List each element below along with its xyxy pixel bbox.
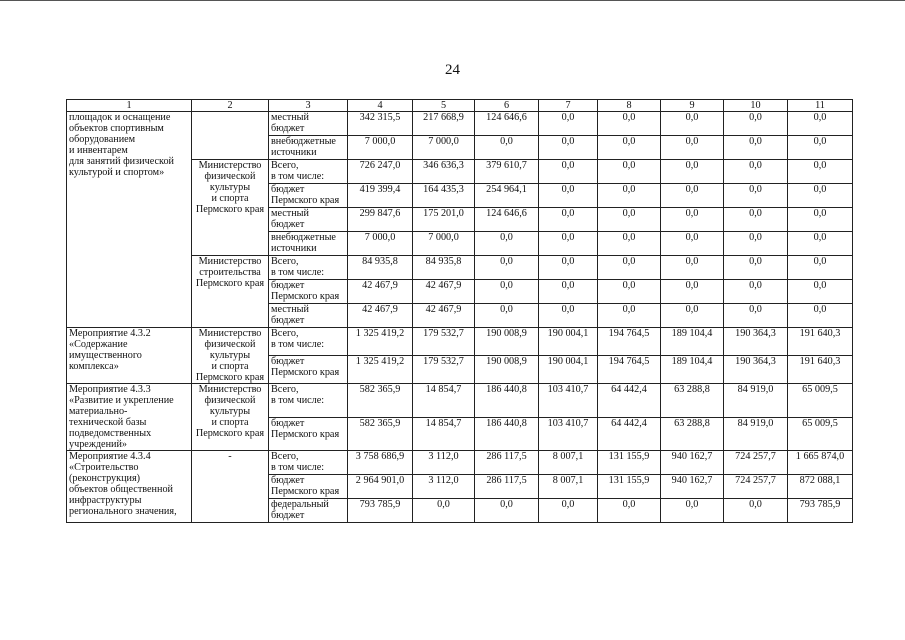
activity-name-cell [67, 384, 192, 451]
amount-cell-col-10: 0,0 [724, 304, 788, 328]
amount-cell-col-6: 186 440,8 [475, 417, 539, 451]
amount-cell-col-6: 0,0 [475, 136, 539, 160]
text-line: физической [204, 171, 256, 182]
text-line: Всего, [271, 160, 299, 171]
amount-cell-col-10: 0,0 [724, 256, 788, 280]
amount-cell-col-5: 7 000,0 [413, 136, 475, 160]
text-line: Пермского края [195, 204, 265, 215]
text-line: «Строительство [69, 462, 139, 473]
text-line: в том числе: [271, 171, 325, 182]
amount-cell-col-10: 0,0 [724, 160, 788, 184]
amount-cell-col-8: 0,0 [598, 232, 661, 256]
amount-cell-col-4: 582 365,9 [348, 384, 413, 418]
amount-cell-col-10: 190 364,3 [724, 328, 788, 356]
text-line: (реконструкция) [69, 473, 141, 484]
amount-cell-col-7: 103 410,7 [539, 384, 598, 418]
text-line: «Содержание [69, 339, 128, 350]
funding-source-cell [269, 184, 348, 208]
text-line: комплекса» [69, 361, 119, 372]
amount-cell-col-10: 724 257,7 [724, 475, 788, 499]
amount-cell-col-8: 131 155,9 [598, 451, 661, 475]
text-line: Всего, [271, 451, 299, 462]
amount-cell-col-8: 0,0 [598, 304, 661, 328]
amount-cell-col-6: 190 008,9 [475, 356, 539, 384]
amount-cell-col-10: 0,0 [724, 208, 788, 232]
text-line: и спорта [211, 361, 249, 372]
text-line: в том числе: [271, 462, 325, 473]
text-line: федеральный [271, 499, 329, 510]
column-header-5: 5 [413, 100, 475, 112]
column-header-10: 10 [724, 100, 788, 112]
text-line: и спорта [211, 417, 249, 428]
text-line: объектов общественной [69, 484, 173, 495]
text-line: Пермского края [195, 372, 265, 383]
executor-cell [192, 328, 269, 384]
text-line: внебюджетные [271, 136, 336, 147]
amount-cell-col-11: 0,0 [788, 136, 853, 160]
amount-cell-col-4: 793 785,9 [348, 499, 413, 523]
amount-cell-col-7: 0,0 [539, 304, 598, 328]
text-line: бюджет [271, 475, 305, 486]
amount-cell-col-9: 940 162,7 [661, 451, 724, 475]
amount-cell-col-9: 63 288,8 [661, 384, 724, 418]
amount-cell-col-11: 65 009,5 [788, 384, 853, 418]
amount-cell-col-9: 0,0 [661, 184, 724, 208]
executor-cell [192, 112, 269, 160]
amount-cell-col-9: 0,0 [661, 256, 724, 280]
column-header-8: 8 [598, 100, 661, 112]
amount-cell-col-8: 0,0 [598, 280, 661, 304]
text-line: площадок и оснащение [69, 112, 171, 123]
amount-cell-col-9: 63 288,8 [661, 417, 724, 451]
amount-cell-col-10: 0,0 [724, 232, 788, 256]
page-number: 24 [445, 62, 460, 78]
table-row [67, 384, 853, 418]
column-header-7: 7 [539, 100, 598, 112]
amount-cell-col-6: 379 610,7 [475, 160, 539, 184]
amount-cell-col-9: 0,0 [661, 232, 724, 256]
amount-cell-col-7: 0,0 [539, 499, 598, 523]
text-line: Всего, [271, 328, 299, 339]
amount-cell-col-5: 3 112,0 [413, 451, 475, 475]
amount-cell-col-6: 124 646,6 [475, 112, 539, 136]
amount-cell-col-6: 190 008,9 [475, 328, 539, 356]
amount-cell-col-4: 299 847,6 [348, 208, 413, 232]
amount-cell-col-10: 84 919,0 [724, 384, 788, 418]
text-line: источники [271, 147, 317, 158]
amount-cell-col-8: 0,0 [598, 136, 661, 160]
amount-cell-col-7: 8 007,1 [539, 475, 598, 499]
funding-source-cell [269, 136, 348, 160]
amount-cell-col-4: 7 000,0 [348, 232, 413, 256]
text-line: объектов спортивным [69, 123, 164, 134]
amount-cell-col-11: 872 088,1 [788, 475, 853, 499]
text-line: культурой и спортом» [69, 167, 165, 178]
amount-cell-col-11: 0,0 [788, 256, 853, 280]
text-line: оборудованием [69, 134, 136, 145]
amount-cell-col-8: 194 764,5 [598, 356, 661, 384]
amount-cell-col-7: 0,0 [539, 232, 598, 256]
text-line: бюджет [271, 219, 305, 230]
amount-cell-col-7: 0,0 [539, 256, 598, 280]
table-row [67, 112, 853, 136]
text-line: бюджет [271, 280, 305, 291]
funding-source-cell [269, 356, 348, 384]
column-header-6: 6 [475, 100, 539, 112]
text-line: местный [271, 112, 309, 123]
amount-cell-col-7: 190 004,1 [539, 328, 598, 356]
amount-cell-col-7: 103 410,7 [539, 417, 598, 451]
text-line: имущественного [69, 350, 142, 361]
amount-cell-col-11: 0,0 [788, 280, 853, 304]
amount-cell-col-4: 582 365,9 [348, 417, 413, 451]
funding-source-cell [269, 328, 348, 356]
text-line: Пермского края [271, 195, 340, 206]
text-line: внебюджетные [271, 232, 336, 243]
budget-table [66, 99, 853, 523]
amount-cell-col-8: 194 764,5 [598, 328, 661, 356]
funding-source-cell [269, 280, 348, 304]
amount-cell-col-5: 3 112,0 [413, 475, 475, 499]
amount-cell-col-5: 179 532,7 [413, 328, 475, 356]
amount-cell-col-11: 191 640,3 [788, 356, 853, 384]
amount-cell-col-9: 0,0 [661, 136, 724, 160]
amount-cell-col-9: 189 104,4 [661, 356, 724, 384]
text-line: бюджет [271, 315, 305, 326]
amount-cell-col-5: 164 435,3 [413, 184, 475, 208]
text-line: Всего, [271, 256, 299, 267]
text-line: бюджет [271, 356, 305, 367]
amount-cell-col-10: 84 919,0 [724, 417, 788, 451]
amount-cell-col-8: 0,0 [598, 499, 661, 523]
amount-cell-col-6: 0,0 [475, 304, 539, 328]
amount-cell-col-6: 0,0 [475, 280, 539, 304]
table-body [67, 112, 853, 523]
amount-cell-col-11: 65 009,5 [788, 417, 853, 451]
amount-cell-col-4: 342 315,5 [348, 112, 413, 136]
text-line: Пермского края [195, 278, 265, 289]
text-line: материально- [69, 406, 128, 417]
table-row [67, 328, 853, 356]
executor-cell [192, 256, 269, 328]
text-line: физической [204, 395, 256, 406]
amount-cell-col-11: 0,0 [788, 112, 853, 136]
text-line: подведомственных [69, 428, 152, 439]
text-line: Всего, [271, 384, 299, 395]
text-line: инфраструктуры [69, 495, 142, 506]
amount-cell-col-11: 0,0 [788, 208, 853, 232]
amount-cell-col-6: 286 117,5 [475, 451, 539, 475]
amount-cell-col-11: 793 785,9 [788, 499, 853, 523]
amount-cell-col-11: 191 640,3 [788, 328, 853, 356]
text-line: Министерство [198, 384, 262, 395]
table-row [67, 451, 853, 475]
text-line: источники [271, 243, 317, 254]
text-line: и инвентарем [69, 145, 128, 156]
text-line: технической базы [69, 417, 147, 428]
amount-cell-col-4: 7 000,0 [348, 136, 413, 160]
amount-cell-col-7: 0,0 [539, 136, 598, 160]
executor-cell [192, 451, 269, 523]
funding-source-cell [269, 451, 348, 475]
amount-cell-col-9: 940 162,7 [661, 475, 724, 499]
amount-cell-col-9: 0,0 [661, 208, 724, 232]
text-line: Министерство [198, 160, 262, 171]
amount-cell-col-8: 0,0 [598, 160, 661, 184]
column-header-9: 9 [661, 100, 724, 112]
amount-cell-col-5: 42 467,9 [413, 304, 475, 328]
text-line: физической [204, 339, 256, 350]
amount-cell-col-8: 0,0 [598, 256, 661, 280]
activity-name-cell [67, 112, 192, 328]
amount-cell-col-10: 190 364,3 [724, 356, 788, 384]
amount-cell-col-6: 254 964,1 [475, 184, 539, 208]
text-line: для занятий физической [69, 156, 175, 167]
amount-cell-col-11: 0,0 [788, 232, 853, 256]
amount-cell-col-9: 189 104,4 [661, 328, 724, 356]
text-line: бюджет [271, 123, 305, 134]
text-line: Пермского края [271, 486, 340, 497]
amount-cell-col-7: 190 004,1 [539, 356, 598, 384]
text-line: бюджет [271, 184, 305, 195]
amount-cell-col-7: 0,0 [539, 160, 598, 184]
funding-source-cell [269, 417, 348, 451]
text-line: строительства [199, 267, 261, 278]
text-line: Мероприятие 4.3.3 [69, 384, 151, 395]
amount-cell-col-5: 0,0 [413, 499, 475, 523]
amount-cell-col-4: 84 935,8 [348, 256, 413, 280]
top-border-line [0, 0, 905, 1]
text-line: учреждений» [69, 439, 128, 450]
text-line: в том числе: [271, 339, 325, 350]
text-line: культуры [209, 182, 251, 193]
text-line: местный [271, 208, 309, 219]
amount-cell-col-4: 1 325 419,2 [348, 356, 413, 384]
text-line: Пермского края [271, 291, 340, 302]
amount-cell-col-7: 0,0 [539, 184, 598, 208]
funding-source-cell [269, 256, 348, 280]
amount-cell-col-8: 64 442,4 [598, 384, 661, 418]
amount-cell-col-4: 42 467,9 [348, 304, 413, 328]
text-line: культуры [209, 406, 251, 417]
amount-cell-col-6: 0,0 [475, 232, 539, 256]
amount-cell-col-10: 0,0 [724, 184, 788, 208]
amount-cell-col-11: 1 665 874,0 [788, 451, 853, 475]
column-header-1: 1 [67, 100, 192, 112]
amount-cell-col-5: 217 668,9 [413, 112, 475, 136]
text-line: - [228, 451, 232, 462]
amount-cell-col-9: 0,0 [661, 280, 724, 304]
amount-cell-col-8: 0,0 [598, 184, 661, 208]
amount-cell-col-5: 7 000,0 [413, 232, 475, 256]
column-header-2: 2 [192, 100, 269, 112]
column-header-11: 11 [788, 100, 853, 112]
amount-cell-col-10: 0,0 [724, 112, 788, 136]
text-line: Пермского края [271, 367, 340, 378]
text-line: в том числе: [271, 395, 325, 406]
amount-cell-col-7: 0,0 [539, 280, 598, 304]
amount-cell-col-7: 8 007,1 [539, 451, 598, 475]
amount-cell-col-11: 0,0 [788, 304, 853, 328]
amount-cell-col-6: 186 440,8 [475, 384, 539, 418]
amount-cell-col-6: 0,0 [475, 256, 539, 280]
amount-cell-col-5: 179 532,7 [413, 356, 475, 384]
amount-cell-col-10: 0,0 [724, 280, 788, 304]
column-header-4: 4 [348, 100, 413, 112]
column-header-3: 3 [269, 100, 348, 112]
amount-cell-col-10: 724 257,7 [724, 451, 788, 475]
amount-cell-col-5: 84 935,8 [413, 256, 475, 280]
amount-cell-col-5: 42 467,9 [413, 280, 475, 304]
amount-cell-col-6: 124 646,6 [475, 208, 539, 232]
amount-cell-col-7: 0,0 [539, 208, 598, 232]
amount-cell-col-8: 0,0 [598, 112, 661, 136]
text-line: Мероприятие 4.3.4 [69, 451, 151, 462]
amount-cell-col-10: 0,0 [724, 136, 788, 160]
text-line: Министерство [198, 328, 262, 339]
amount-cell-col-4: 3 758 686,9 [348, 451, 413, 475]
text-line: регионального значения, [69, 506, 177, 517]
amount-cell-col-8: 64 442,4 [598, 417, 661, 451]
amount-cell-col-5: 14 854,7 [413, 384, 475, 418]
amount-cell-col-4: 419 399,4 [348, 184, 413, 208]
activity-name-cell [67, 451, 192, 523]
funding-source-cell [269, 475, 348, 499]
amount-cell-col-8: 0,0 [598, 208, 661, 232]
amount-cell-col-8: 131 155,9 [598, 475, 661, 499]
text-line: и спорта [211, 193, 249, 204]
executor-cell [192, 384, 269, 451]
amount-cell-col-4: 726 247,0 [348, 160, 413, 184]
text-line: бюджет [271, 417, 305, 429]
text-line: Пермского края [195, 428, 265, 439]
executor-cell [192, 160, 269, 256]
amount-cell-col-9: 0,0 [661, 499, 724, 523]
funding-source-cell [269, 208, 348, 232]
text-line: в том числе: [271, 267, 325, 278]
amount-cell-col-9: 0,0 [661, 304, 724, 328]
funding-source-cell [269, 232, 348, 256]
amount-cell-col-4: 1 325 419,2 [348, 328, 413, 356]
text-line: Министерство [198, 256, 262, 267]
header-row [67, 100, 853, 112]
text-line: «Развитие и укрепление [69, 395, 174, 406]
amount-cell-col-7: 0,0 [539, 112, 598, 136]
amount-cell-col-6: 0,0 [475, 499, 539, 523]
amount-cell-col-5: 175 201,0 [413, 208, 475, 232]
funding-source-cell [269, 160, 348, 184]
funding-source-cell [269, 112, 348, 136]
amount-cell-col-11: 0,0 [788, 160, 853, 184]
amount-cell-col-5: 14 854,7 [413, 417, 475, 451]
amount-cell-col-11: 0,0 [788, 184, 853, 208]
text-line: бюджет [271, 510, 305, 521]
activity-name-cell [67, 328, 192, 384]
text-line: культуры [209, 350, 251, 361]
funding-source-cell [269, 499, 348, 523]
text-line: Пермского края [271, 428, 340, 440]
text-line: местный [271, 304, 309, 315]
amount-cell-col-10: 0,0 [724, 499, 788, 523]
amount-cell-col-5: 346 636,3 [413, 160, 475, 184]
amount-cell-col-9: 0,0 [661, 160, 724, 184]
text-line: Мероприятие 4.3.2 [69, 328, 151, 339]
amount-cell-col-4: 2 964 901,0 [348, 475, 413, 499]
funding-source-cell [269, 304, 348, 328]
amount-cell-col-4: 42 467,9 [348, 280, 413, 304]
amount-cell-col-6: 286 117,5 [475, 475, 539, 499]
funding-source-cell [269, 384, 348, 418]
amount-cell-col-9: 0,0 [661, 112, 724, 136]
